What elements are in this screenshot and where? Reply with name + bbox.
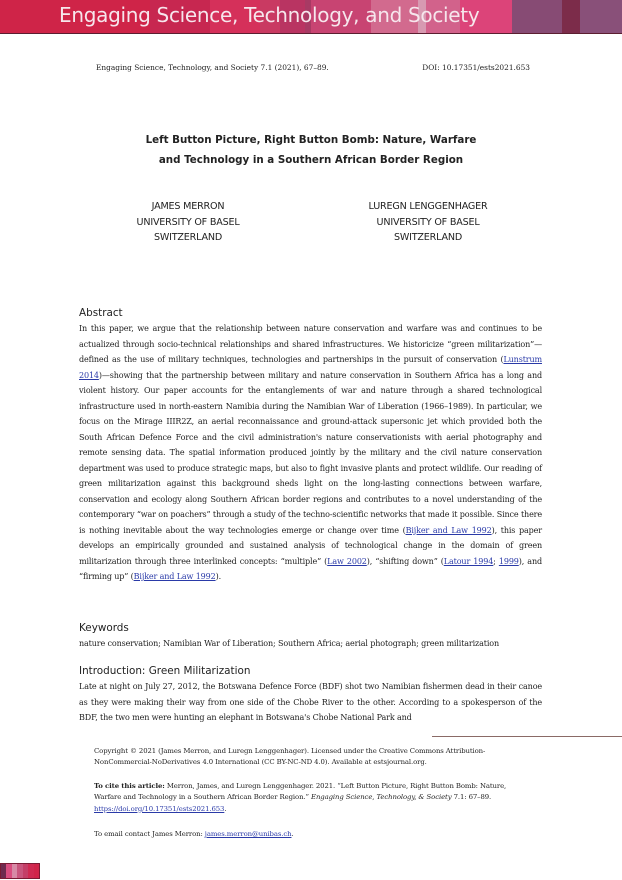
author-affiliation: UNIVERSITY OF BASEL [376,216,480,228]
doi-label: DOI: 10.17351/ests2021.653 [422,63,530,72]
abstract-body [79,321,542,585]
author-affiliation: UNIVERSITY OF BASEL [136,216,240,228]
author-country: SWITZERLAND [153,232,223,243]
email-link[interactable]: james.merron@unibas.ch [204,830,292,838]
author-country: SWITZERLAND [393,232,463,243]
citation-link-bijker-law[interactable]: Bijker and Law 1992 [405,525,492,535]
citation-link-law[interactable]: Law 2002 [327,556,367,566]
introduction-heading: Introduction: Green Militarization [79,665,251,677]
footnote-divider [432,736,622,737]
citation-link-latour-1994[interactable]: Latour 1994 [443,556,494,566]
author-block-2 [328,199,528,246]
color-band-segment [34,864,39,878]
introduction-body: Late at night on July 27, 2012, the Botswana Defence Force (BDF) shot two Namibian fishermen dead in their canoe as they were making their way from one side of the Chobe River to the other. According to a spokesperson of the BDF, the two men were hunting an elephant in Botswana's Chobe National Park and [79,682,542,722]
journal-name: Engaging Science, Technology, and Society [59,3,480,27]
citation-link-bijker-law-2[interactable]: Bijker and Law 1992 [133,572,216,581]
citation-notice [94,781,534,815]
footer-color-band [0,863,40,879]
journal-citation: Engaging Science, Technology, and Society 7.1 (2021), 67–89. [96,63,329,72]
author-block-1 [88,199,288,246]
abstract-text: ). [215,572,221,581]
cite-label: To cite this article: [94,782,165,790]
keywords-list: nature conservation; Namibian War of Liberation; Southern Africa; aerial photograph; green militarization [79,639,500,648]
paper-title [100,130,522,170]
abstract-text: )—showing that the partnership between military and nature conservation in Southern Africa has a long and violent history. Our paper accounts for the entanglements of war and nature through a shared technological infrastructure used in north-eastern Namibia during the Namibian War of Liberation (1966–1989). In particular, we focus on the Mirage IIIR2Z, an aerial reconnaissance and ground-attack supersonic jet which provided both the South African Defence Force and the civil administration's nature conservationists with aerial photography and remote sensing data. The spatial information produced jointly by the military and the civil nature conservation department was used to produce strategic maps, but also to fight invasive plants and protect wildlife. Our reading of green militarization against this background sheds light on the long-lasting connections between warfare, conservation and ecology along Southern African border regions and contributes to a novel understanding of the contemporary “war on poachers” through a study of the techno-scientific networks that made it possible. Since there is nothing inevitable about the way technologies emerge or change over time ( [79,370,542,535]
cite-text: Merron, James, and Luregn Lenggenhager. 2021. “Left Button Picture, Right Button Bomb: Nature, Warfare and Technology in a Southern African Border Region.” [94,782,507,802]
abstract-text: ; [493,556,499,566]
running-head [96,63,530,72]
title-line-2: and Technology in a Southern African Border Region [158,154,464,166]
color-band-segment [512,0,562,33]
citation-link-latour-1999[interactable]: 1999 [498,556,519,566]
color-band-segment [562,0,580,33]
cite-end: . [224,804,227,813]
doi-link[interactable]: https://doi.org/10.17351/ests2021.653 [94,804,225,813]
abstract-text: ), and “firming up” ( [79,556,542,581]
cite-tail: 7.1: 67–89. [451,793,492,802]
keywords-heading: Keywords [79,622,129,634]
author-name: LUREGN LENGGENHAGER [368,201,488,212]
email-contact [94,829,534,840]
abstract-text: In this paper, we argue that the relationship between nature conservation and warfare was and continues to be actualized through socio-technical relationships and shared infrastructures. We historicize “green militarization”—defined as the use of military techniques, technologies and partnerships in the pursuit of conservation ( [79,324,542,364]
citation-link-lunstrum[interactable]: Lunstrum 2014 [79,355,542,380]
email-label: To email contact James Merron: [94,830,205,838]
abstract-text: ), “shifting down” ( [366,556,444,566]
abstract-heading: Abstract [79,307,123,319]
abstract-text: ), this paper develops an empirically grounded and sustained analysis of technological change in the domain of green militarization through three interlinked concepts: “multiple” ( [79,525,542,566]
color-band-segment [580,0,622,33]
title-line-1: Left Button Picture, Right Button Bomb: Nature, Warfare [145,134,477,146]
email-end: . [291,830,294,838]
cite-journal: Engaging Science, Technology, & Society [311,793,452,802]
copyright-notice: Copyright © 2021 (James Merron, and Luregn Lenggenhager). Licensed under the Creative Commons Attribution-NonCommercial-NoDerivatives 4.0 International (CC BY-NC-ND 4.0). Available at estsjournal.org. [94,747,486,767]
author-name: JAMES MERRON [151,201,225,212]
